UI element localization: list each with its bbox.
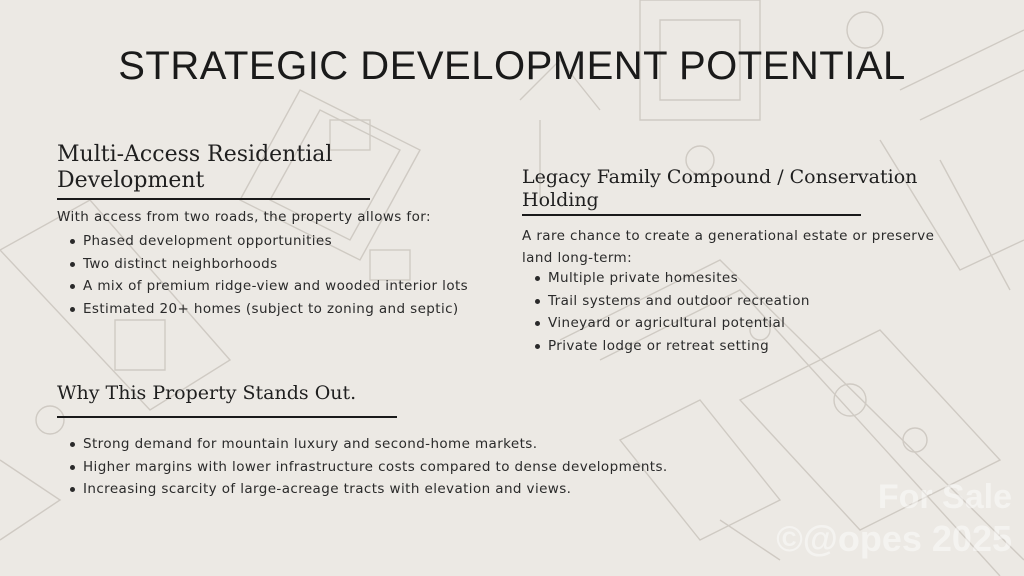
list-item: Higher margins with lower infrastructure costs compared to dense developments.	[68, 456, 668, 479]
bullet-list-why	[68, 433, 668, 501]
section-heading-residential	[57, 142, 332, 194]
list-item: A mix of premium ridge-view and wooded interior lots	[68, 275, 468, 298]
watermark-copyright: ©@opes 2025	[776, 518, 1012, 559]
section-intro: With access from two roads, the property allows for:	[57, 209, 431, 225]
intro-line: A rare chance to create a generational estate or preserve	[522, 228, 935, 244]
list-item: Vineyard or agricultural potential	[533, 312, 810, 335]
list-item: Phased development opportunities	[68, 230, 468, 253]
heading-line: Development	[57, 168, 205, 193]
heading-line: Legacy Family Compound / Conservation	[522, 166, 918, 188]
section-intro	[522, 225, 934, 269]
bullet-list-legacy	[533, 267, 810, 357]
list-item: Trail systems and outdoor recreation	[533, 290, 810, 313]
divider	[522, 214, 861, 216]
list-item: Strong demand for mountain luxury and second-home markets.	[68, 433, 668, 456]
divider	[57, 198, 370, 200]
heading-line: Multi-Access Residential	[57, 142, 333, 167]
bullet-list-residential	[68, 230, 468, 320]
page-title: STRATEGIC DEVELOPMENT POTENTIAL	[118, 44, 906, 88]
list-item: Estimated 20+ homes (subject to zoning and septic)	[68, 298, 468, 321]
section-heading-legacy	[522, 166, 917, 212]
list-item: Two distinct neighborhoods	[68, 253, 468, 276]
heading-line: Holding	[522, 189, 599, 211]
list-item: Private lodge or retreat setting	[533, 335, 810, 358]
section-heading-why: Why This Property Stands Out.	[57, 382, 357, 404]
intro-line: land long-term:	[522, 250, 633, 266]
list-item: Increasing scarcity of large-acreage tracts with elevation and views.	[68, 478, 668, 501]
list-item: Multiple private homesites	[533, 267, 810, 290]
watermark-for-sale: For Sale	[877, 478, 1012, 516]
divider	[57, 416, 397, 418]
